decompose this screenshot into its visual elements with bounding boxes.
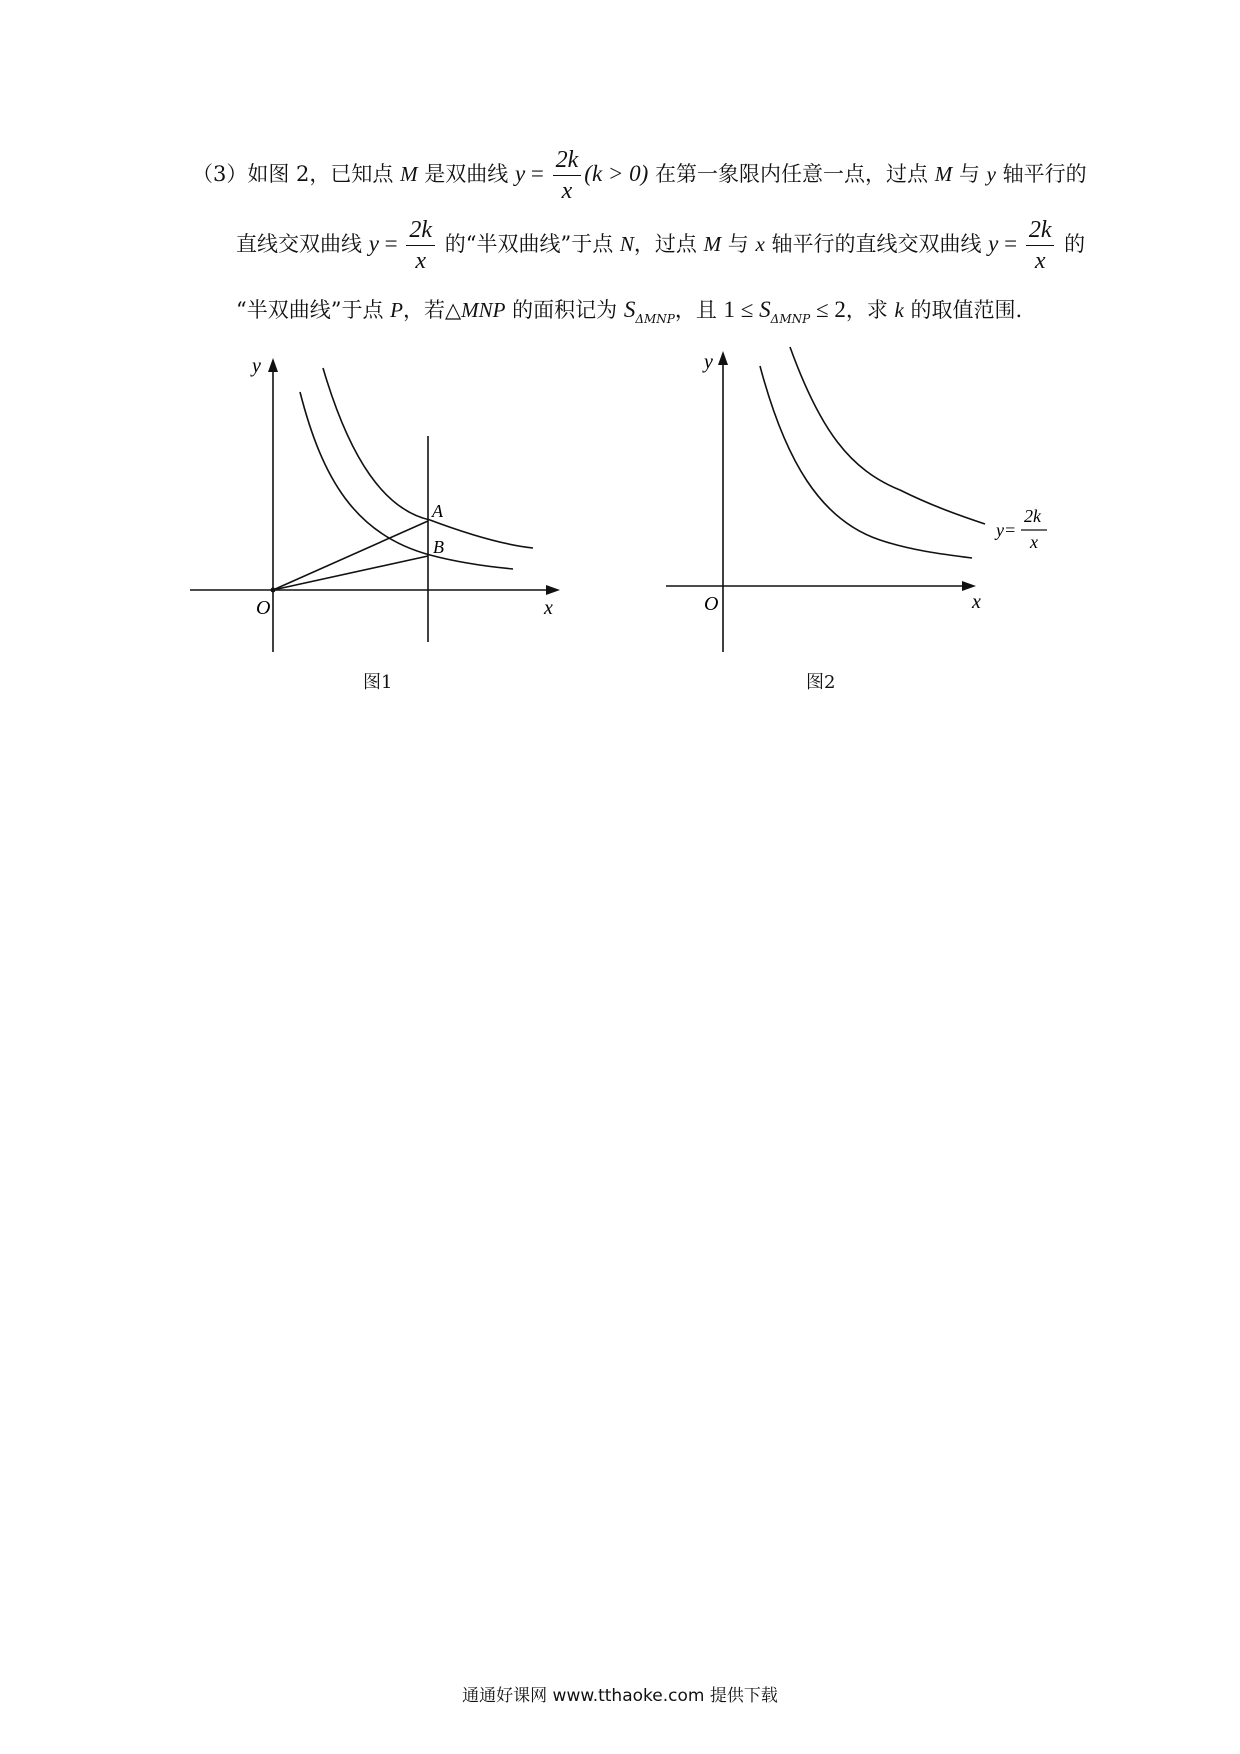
fig2-curve-label-y: y= xyxy=(996,520,1017,540)
fig1-x-label: x xyxy=(544,597,553,619)
fig2-inner-curve xyxy=(760,366,972,558)
fig2-y-label: y xyxy=(704,351,713,373)
fig1-segment-oa xyxy=(273,521,428,590)
fraction-2k-over-x: $\frac{2k}{x}$ xyxy=(553,148,582,203)
fig2-origin-label: O xyxy=(704,593,719,615)
fig1-origin-dot xyxy=(271,588,276,593)
problem-line-3: “半双曲线”于点 P，若△MNP 的面积记为 $S_{\Delta MNP}$，且 $1 \le S_{\Delta MNP} \le 2$，求 k 的取值范围. xyxy=(236,297,1023,326)
fig1-inner-curve xyxy=(300,392,513,569)
fraction-2k-over-x: $\frac{2k}{x}$ xyxy=(406,218,435,273)
fig2-curve-label-num: 2k xyxy=(1024,506,1041,526)
fig1-point-b-label: B xyxy=(433,537,444,557)
problem-line-1: （3）如图 2，已知点 M 是双曲线 y = $\frac{2k}{x}$ (k > 0) 在第一象限内任意一点，过点 M 与 y 轴平行的 xyxy=(192,147,1087,204)
figure-1-caption: 图1 xyxy=(363,672,393,693)
fig1-segment-ob xyxy=(273,556,428,590)
footer-text: 通通好课网 www.tthaoke.com 提供下载 xyxy=(462,1686,778,1706)
fig1-point-a-label: A xyxy=(432,501,443,521)
fraction-2k-over-x: $\frac{2k}{x}$ xyxy=(1026,218,1055,273)
point-m: M xyxy=(400,162,418,186)
fig2-y-arrow xyxy=(718,351,728,365)
fig2-x-arrow xyxy=(962,581,976,591)
fig2-x-label: x xyxy=(972,591,981,613)
fig2-curve-label-den: x xyxy=(1030,532,1038,552)
fig1-origin-label: O xyxy=(256,597,271,619)
problem-line-2: 直线交双曲线 y = $\frac{2k}{x}$ 的“半双曲线”于点 N，过点 M 与 x 轴平行的直线交双曲线 y = $\frac{2k}{x}$ 的 xyxy=(236,217,1086,274)
fig1-y-label: y xyxy=(252,355,261,377)
fig1-x-arrow xyxy=(546,585,560,595)
figure-2-caption: 图2 xyxy=(806,672,836,693)
fig1-y-arrow xyxy=(268,358,278,372)
